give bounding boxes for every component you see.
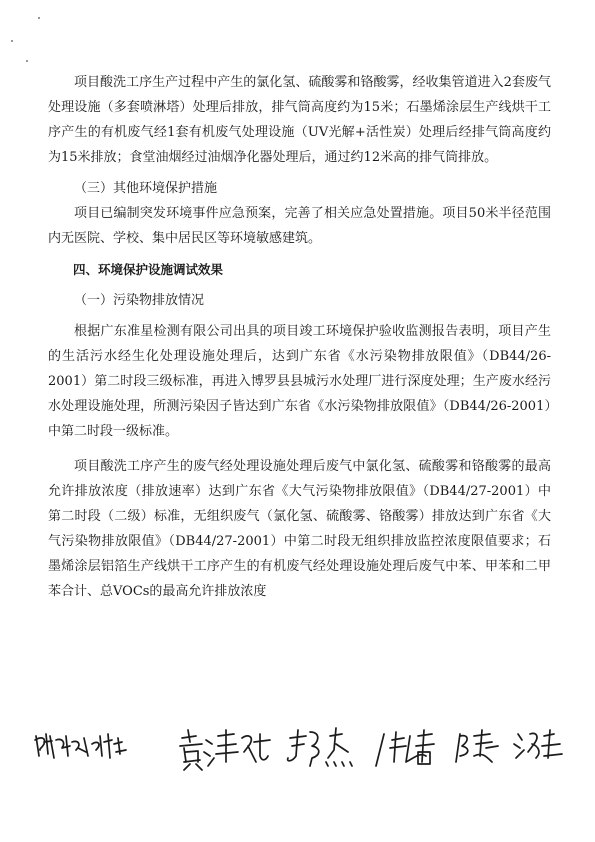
subheading-pollutant-discharge: （一）污染物排放情况 (74, 293, 205, 308)
section-heading-commissioning: 四、环境保护设施调试效果 (73, 262, 224, 277)
paragraph-emergency-plan: 项目已编制突发环境事件应急预案，完善了相关应急处置措施。项目50米半径范围内无医院、学校、集中居民区等环境敏感建筑。 (48, 206, 551, 246)
paragraph-wastewater: 根据广东准星检测有限公司出具的项目竣工环境保护验收监测报告表明，项目产生的生活污水经生化处理设施处理后，达到广东省《水污染物排放限值》（DB44/26-2001）第二时段三级标准，再进入博罗县县城污水处理厂进行深度处理；生产废水经污水处理设施处理，所测污染因子皆达到广东省《水污染物排放限值》（DB44/26-2001）中第二时段一级标准。 (48, 324, 551, 439)
scan-speck (38, 17, 40, 19)
subheading-other-measures: （三）其他环境保护措施 (74, 181, 218, 196)
paragraph-waste-gas-results: 项目酸洗工序产生的废气经处理设施处理后废气中氯化氢、硫酸雾和铬酸雾的最高允许排放浓度（排放速率）达到广东省《大气污染物排放限值》（DB44/27-2001）中第二时段（二级）标准，无组织废气（氯化氢、硫酸雾、铬酸雾）排放达到广东省《大气污染物排放限值》（DB44/27-2001）中第二时段无组织排放监控浓度限值要求；石墨烯涂层铝箔生产线烘干工序产生的有机废气经处理设施处理后废气中苯、甲苯和二甲苯合计、总VOCs的最高允许排放浓度 (48, 459, 551, 599)
document-body (48, 70, 551, 604)
signatures-image (30, 722, 570, 774)
scan-speck (26, 60, 28, 62)
scan-speck (11, 40, 13, 42)
paragraph-exhaust-gas: 项目酸洗工序生产过程中产生的氯化氢、硫酸雾和铬酸雾，经收集管道进入2套废气处理设施（多套喷淋塔）处理后排放，排气筒高度约为15米；石墨烯涂层生产线烘干工序产生的有机废气经1套有机废气处理设施（UV光解+活性炭）处理后经排气筒高度约为15米排放；食堂油烟经过油烟净化器处理后，通过约12米高的排气筒排放。 (48, 75, 551, 165)
handwritten-signatures (30, 722, 570, 778)
